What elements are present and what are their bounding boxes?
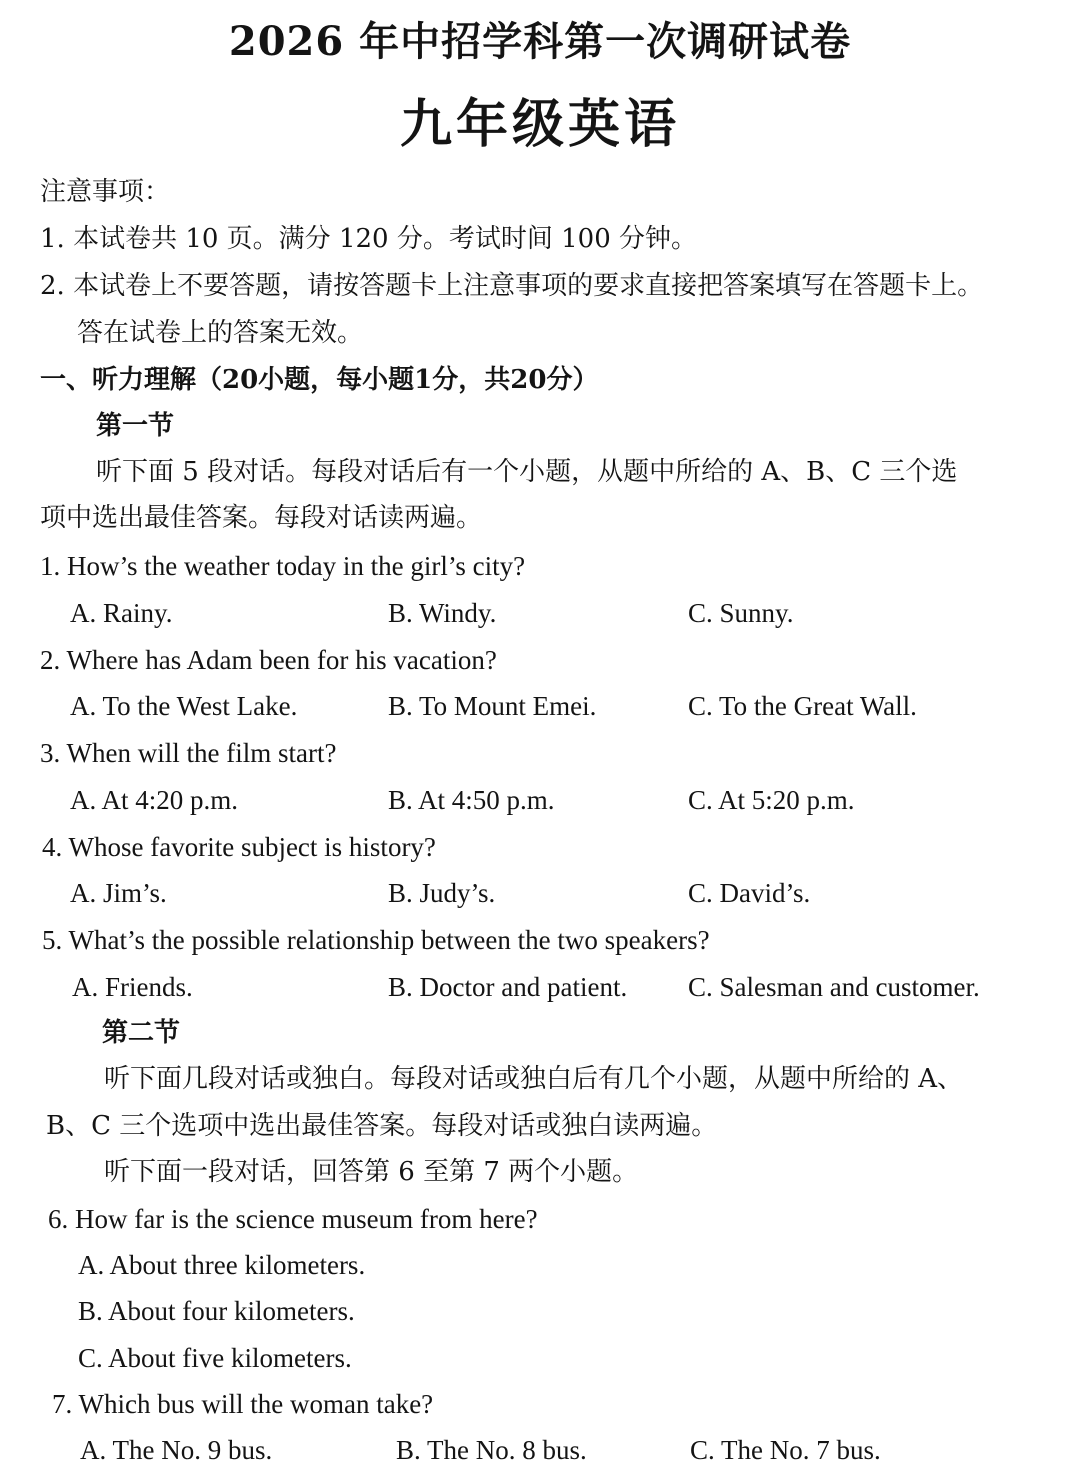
question-3-stem: 3. When will the film start? — [40, 738, 337, 768]
notes-item-2-line-2: 答在试卷上的答案无效。 — [77, 318, 364, 348]
question-3-option-a: A. At 4:20 p.m. — [70, 785, 239, 815]
exam-subject: 九年级英语 — [399, 94, 680, 155]
section1-instruction-line-2: 项中选出最佳答案。每段对话读两遍。 — [40, 503, 483, 533]
section1-instruction-line-1: 听下面 5 段对话。每段对话后有一个小题，从题中所给的 A、B、C 三个选 — [96, 457, 958, 487]
question-6-stem: 6. How far is the science museum from here? — [48, 1204, 538, 1234]
section1-heading: 第一节 — [96, 411, 175, 441]
question-4-stem: 4. Whose favorite subject is history? — [42, 832, 436, 862]
question-1-option-a: A. Rainy. — [70, 598, 173, 628]
question-2-stem: 2. Where has Adam been for his vacation? — [40, 645, 497, 675]
section2-heading: 第二节 — [102, 1018, 181, 1048]
question-5-stem: 5. What’s the possible relationship between the two speakers? — [42, 925, 710, 955]
notes-item-2-line-1: 2. 本试卷上不要答题，请按答题卡上注意事项的要求直接把答案填写在答题卡上。 — [40, 271, 984, 301]
question-4-option-b: B. Judy’s. — [388, 878, 496, 908]
question-3-option-c: C. At 5:20 p.m. — [688, 785, 855, 815]
question-7-option-b: B. The No. 8 bus. — [396, 1435, 587, 1465]
question-1-option-b: B. Windy. — [388, 598, 497, 628]
notes-item-1: 1. 本试卷共 10 页。满分 120 分。考试时间 100 分钟。 — [40, 224, 697, 254]
question-4-option-a: A. Jim’s. — [70, 878, 167, 908]
question-5-option-a: A. Friends. — [72, 972, 193, 1002]
question-1-option-c: C. Sunny. — [688, 598, 794, 628]
part1-heading: 一、听力理解（20小题，每小题1分，共20分） — [40, 365, 599, 395]
question-6-option-b: B. About four kilometers. — [78, 1296, 355, 1326]
question-5-option-c: C. Salesman and customer. — [688, 972, 980, 1002]
question-6-option-c: C. About five kilometers. — [78, 1343, 352, 1373]
question-7-option-a: A. The No. 9 bus. — [80, 1435, 273, 1465]
question-2-option-a: A. To the West Lake. — [70, 691, 298, 721]
question-5-option-b: B. Doctor and patient. — [388, 972, 628, 1002]
question-3-option-b: B. At 4:50 p.m. — [388, 785, 555, 815]
question-2-option-c: C. To the Great Wall. — [688, 691, 917, 721]
notes-heading: 注意事项： — [40, 177, 171, 207]
question-4-option-c: C. David’s. — [688, 878, 811, 908]
section2-instruction-line-2: B、C 三个选项中选出最佳答案。每段对话或独白读两遍。 — [46, 1111, 718, 1141]
question-7-option-c: C. The No. 7 bus. — [690, 1435, 881, 1465]
exam-title: 2026 年中招学科第一次调研试卷 — [228, 18, 852, 65]
question-6-option-a: A. About three kilometers. — [78, 1250, 366, 1280]
section2-instruction-line-3: 听下面一段对话，回答第 6 至第 7 两个小题。 — [104, 1157, 639, 1187]
section2-instruction-line-1: 听下面几段对话或独白。每段对话或独白后有几个小题，从题中所给的 A、 — [104, 1064, 964, 1094]
question-7-stem: 7. Which bus will the woman take? — [52, 1389, 434, 1419]
question-2-option-b: B. To Mount Emei. — [388, 691, 597, 721]
question-1-stem: 1. How’s the weather today in the girl’s city? — [40, 551, 526, 581]
